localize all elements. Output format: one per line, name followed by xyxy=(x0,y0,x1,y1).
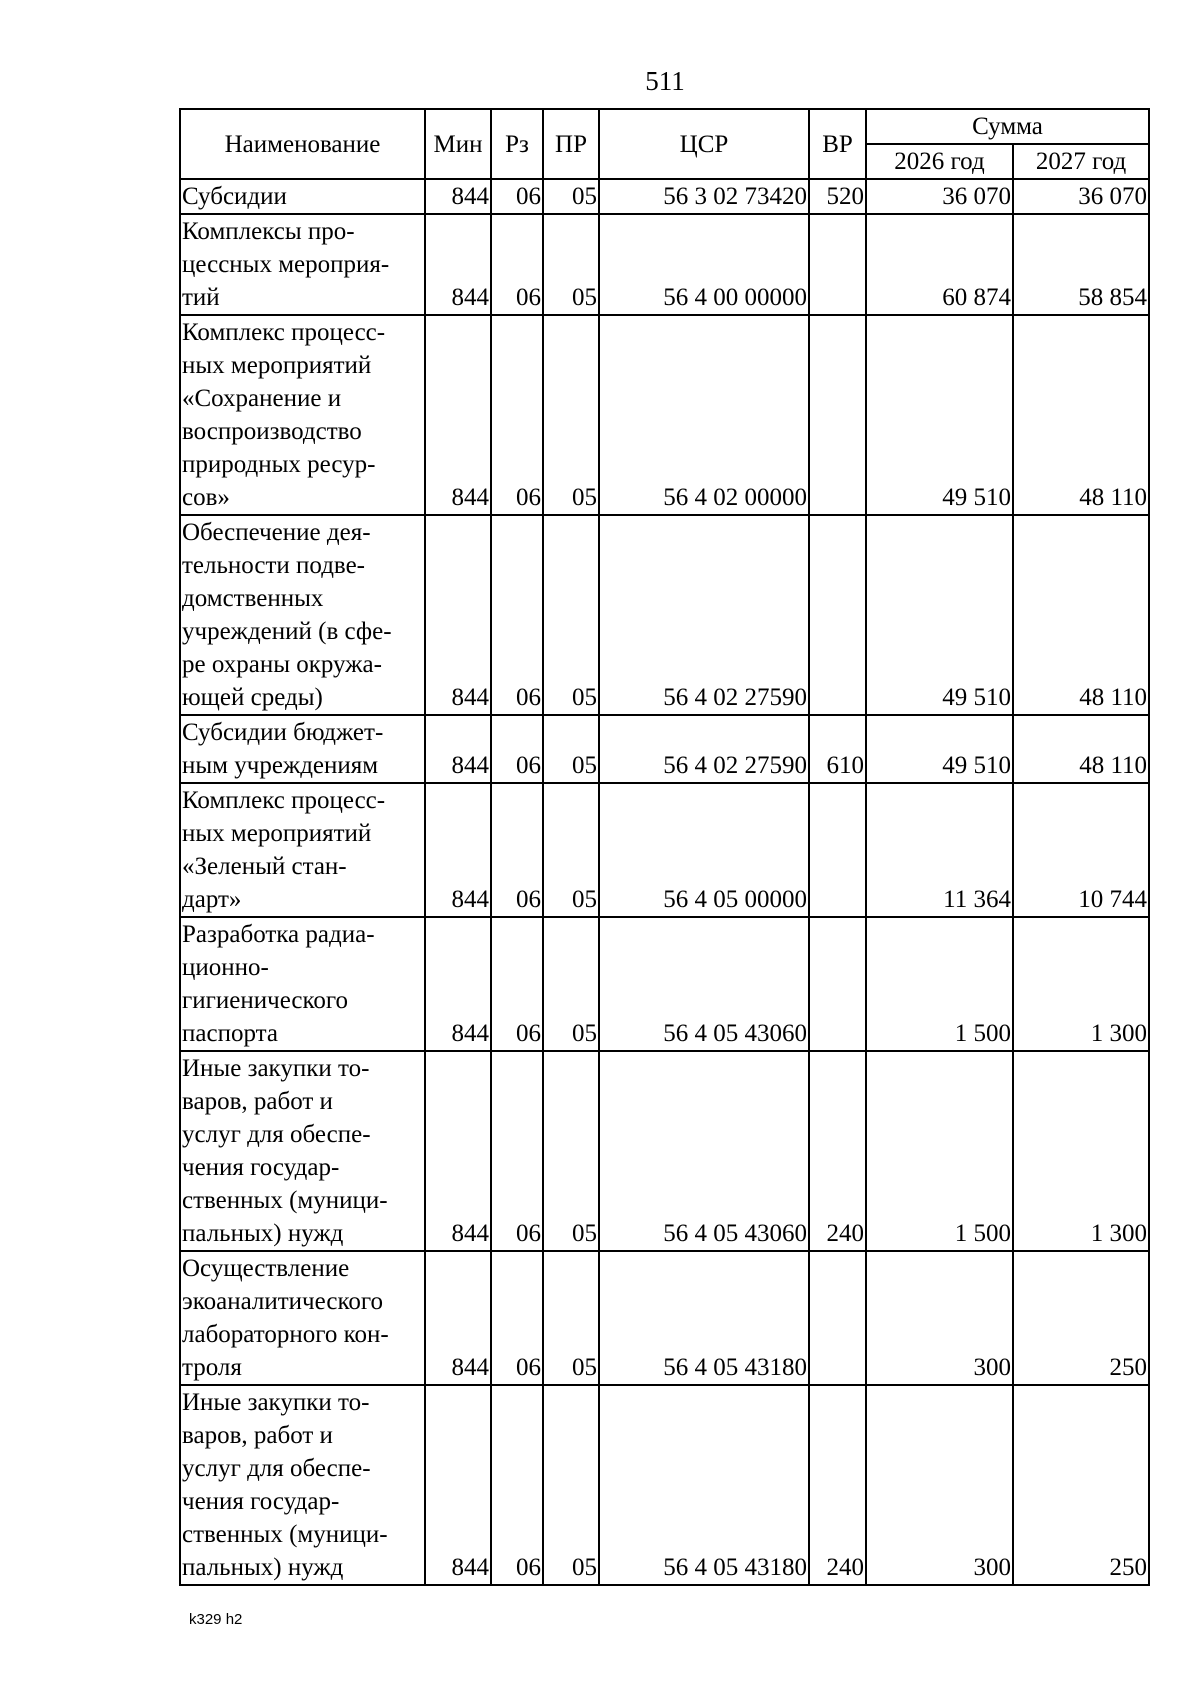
cell-vr: 520 xyxy=(809,179,866,214)
cell-min: 844 xyxy=(425,515,491,715)
cell-name-line: дарт» xyxy=(182,886,242,913)
cell-csr: 56 4 05 43060 xyxy=(599,1051,809,1251)
cell-vr xyxy=(809,315,866,515)
cell-pr: 05 xyxy=(543,783,599,917)
cell-name-line: ционно- xyxy=(182,954,269,981)
cell-name-line: Комплекс процесс- xyxy=(182,319,386,346)
cell-rz: 06 xyxy=(491,783,543,917)
cell-rz: 06 xyxy=(491,179,543,214)
cell-csr: 56 4 00 00000 xyxy=(599,214,809,315)
header-year-2026: 2026 год xyxy=(866,144,1013,179)
cell-name-line: троля xyxy=(182,1354,242,1381)
table-row xyxy=(180,783,1149,917)
cell-y2027: 48 110 xyxy=(1013,715,1149,783)
header-name: Наименование xyxy=(180,109,425,179)
cell-y2027: 58 854 xyxy=(1013,214,1149,315)
cell-name-line: тий xyxy=(182,284,220,311)
cell-name-line: ющей среды) xyxy=(182,684,323,711)
cell-name xyxy=(180,214,425,315)
cell-name-line: гигиенического xyxy=(182,987,349,1014)
cell-name xyxy=(180,515,425,715)
table-row xyxy=(180,715,1149,783)
cell-csr: 56 4 05 43180 xyxy=(599,1251,809,1385)
cell-y2027: 10 744 xyxy=(1013,783,1149,917)
cell-name-line: Комплексы про- xyxy=(182,218,355,245)
cell-name-line: чения государ- xyxy=(182,1154,340,1181)
cell-pr: 05 xyxy=(543,1385,599,1585)
cell-name-line: чения государ- xyxy=(182,1488,340,1515)
cell-min: 844 xyxy=(425,214,491,315)
cell-name-line: ственных (муници- xyxy=(182,1187,388,1214)
cell-name-line: Комплекс процесс- xyxy=(182,787,386,814)
cell-y2026: 1 500 xyxy=(866,917,1013,1051)
cell-name-line: домственных xyxy=(182,585,324,612)
table-body xyxy=(180,179,1149,1585)
cell-rz: 06 xyxy=(491,715,543,783)
cell-name-line: Осуществление xyxy=(182,1255,350,1282)
cell-rz: 06 xyxy=(491,917,543,1051)
cell-min: 844 xyxy=(425,315,491,515)
cell-pr: 05 xyxy=(543,715,599,783)
cell-name-line: ным учреждениям xyxy=(182,752,379,779)
table-row xyxy=(180,1385,1149,1585)
cell-rz: 06 xyxy=(491,515,543,715)
cell-vr: 240 xyxy=(809,1385,866,1585)
cell-vr xyxy=(809,1251,866,1385)
cell-y2027: 250 xyxy=(1013,1251,1149,1385)
cell-name-line: «Сохранение и xyxy=(182,385,342,412)
cell-name xyxy=(180,1385,425,1585)
cell-vr: 240 xyxy=(809,1051,866,1251)
cell-name-line: сов» xyxy=(182,484,230,511)
cell-y2026: 49 510 xyxy=(866,715,1013,783)
cell-min: 844 xyxy=(425,1251,491,1385)
header-year-2027: 2027 год xyxy=(1013,144,1149,179)
table-row xyxy=(180,214,1149,315)
header-pr: ПР xyxy=(543,109,599,179)
cell-y2026: 36 070 xyxy=(866,179,1013,214)
cell-vr: 610 xyxy=(809,715,866,783)
cell-name-line: ре охраны окружа- xyxy=(182,651,382,678)
cell-name-line: Субсидии xyxy=(182,183,287,210)
cell-name xyxy=(180,179,425,214)
cell-rz: 06 xyxy=(491,1051,543,1251)
cell-y2026: 300 xyxy=(866,1251,1013,1385)
cell-name-line: экоаналитического xyxy=(182,1288,383,1315)
cell-name-line: пальных) нужд xyxy=(182,1554,344,1581)
cell-rz: 06 xyxy=(491,1385,543,1585)
cell-vr xyxy=(809,515,866,715)
cell-name-line: варов, работ и xyxy=(182,1088,333,1115)
cell-y2026: 60 874 xyxy=(866,214,1013,315)
cell-name-line: ных мероприятий xyxy=(182,820,372,847)
cell-y2027: 1 300 xyxy=(1013,1051,1149,1251)
header-sum: Сумма xyxy=(866,109,1149,144)
header-rz: Рз xyxy=(491,109,543,179)
cell-name-line: лабораторного кон- xyxy=(182,1321,389,1348)
table-row xyxy=(180,1051,1149,1251)
cell-y2026: 49 510 xyxy=(866,515,1013,715)
table-row xyxy=(180,917,1149,1051)
cell-pr: 05 xyxy=(543,179,599,214)
cell-csr: 56 4 05 43180 xyxy=(599,1385,809,1585)
cell-y2026: 300 xyxy=(866,1385,1013,1585)
cell-pr: 05 xyxy=(543,214,599,315)
cell-vr xyxy=(809,783,866,917)
cell-y2026: 11 364 xyxy=(866,783,1013,917)
cell-min: 844 xyxy=(425,1385,491,1585)
cell-name-line: услуг для обеспе- xyxy=(182,1455,371,1482)
header-vr: ВР xyxy=(809,109,866,179)
table-row xyxy=(180,179,1149,214)
cell-min: 844 xyxy=(425,1051,491,1251)
cell-name xyxy=(180,783,425,917)
cell-min: 844 xyxy=(425,783,491,917)
cell-y2027: 36 070 xyxy=(1013,179,1149,214)
cell-csr: 56 4 05 00000 xyxy=(599,783,809,917)
cell-name-line: Субсидии бюджет- xyxy=(182,719,384,746)
cell-rz: 06 xyxy=(491,315,543,515)
table-header xyxy=(180,109,1149,179)
cell-name-line: воспроизводство xyxy=(182,418,362,445)
table-row xyxy=(180,515,1149,715)
cell-rz: 06 xyxy=(491,1251,543,1385)
header-min: Мин xyxy=(425,109,491,179)
cell-vr xyxy=(809,214,866,315)
table-row xyxy=(180,1251,1149,1385)
cell-min: 844 xyxy=(425,715,491,783)
cell-csr: 56 4 02 27590 xyxy=(599,515,809,715)
cell-y2026: 49 510 xyxy=(866,315,1013,515)
cell-name-line: природных ресур- xyxy=(182,451,376,478)
cell-y2027: 48 110 xyxy=(1013,315,1149,515)
cell-name-line: Обеспечение дея- xyxy=(182,519,371,546)
cell-pr: 05 xyxy=(543,315,599,515)
cell-name-line: ных мероприятий xyxy=(182,352,372,379)
cell-csr: 56 3 02 73420 xyxy=(599,179,809,214)
cell-name xyxy=(180,917,425,1051)
cell-csr: 56 4 05 43060 xyxy=(599,917,809,1051)
cell-pr: 05 xyxy=(543,1051,599,1251)
cell-y2027: 48 110 xyxy=(1013,515,1149,715)
cell-pr: 05 xyxy=(543,1251,599,1385)
cell-y2026: 1 500 xyxy=(866,1051,1013,1251)
cell-name xyxy=(180,715,425,783)
cell-pr: 05 xyxy=(543,515,599,715)
cell-name-line: тельности подве- xyxy=(182,552,366,579)
cell-name xyxy=(180,315,425,515)
cell-min: 844 xyxy=(425,179,491,214)
cell-csr: 56 4 02 00000 xyxy=(599,315,809,515)
cell-name-line: услуг для обеспе- xyxy=(182,1121,371,1148)
cell-min: 844 xyxy=(425,917,491,1051)
cell-vr xyxy=(809,917,866,1051)
cell-name-line: ственных (муници- xyxy=(182,1521,388,1548)
cell-name-line: Разработка радиа- xyxy=(182,921,375,948)
footer-code: k329 h2 xyxy=(189,1611,243,1628)
budget-table xyxy=(179,108,1150,1586)
cell-y2027: 250 xyxy=(1013,1385,1149,1585)
cell-name-line: учреждений (в сфе- xyxy=(182,618,392,645)
cell-name-line: пальных) нужд xyxy=(182,1220,344,1247)
cell-name-line: «Зеленый стан- xyxy=(182,853,347,880)
header-csr: ЦСР xyxy=(599,109,809,179)
cell-name-line: Иные закупки то- xyxy=(182,1389,370,1416)
cell-name-line: паспорта xyxy=(182,1020,278,1047)
cell-name xyxy=(180,1251,425,1385)
cell-name xyxy=(180,1051,425,1251)
cell-pr: 05 xyxy=(543,917,599,1051)
cell-name-line: цессных мероприя- xyxy=(182,251,390,278)
cell-y2027: 1 300 xyxy=(1013,917,1149,1051)
cell-name-line: Иные закупки то- xyxy=(182,1055,370,1082)
cell-rz: 06 xyxy=(491,214,543,315)
page-number: 511 xyxy=(645,66,685,96)
cell-csr: 56 4 02 27590 xyxy=(599,715,809,783)
table-row xyxy=(180,315,1149,515)
cell-name-line: варов, работ и xyxy=(182,1422,333,1449)
